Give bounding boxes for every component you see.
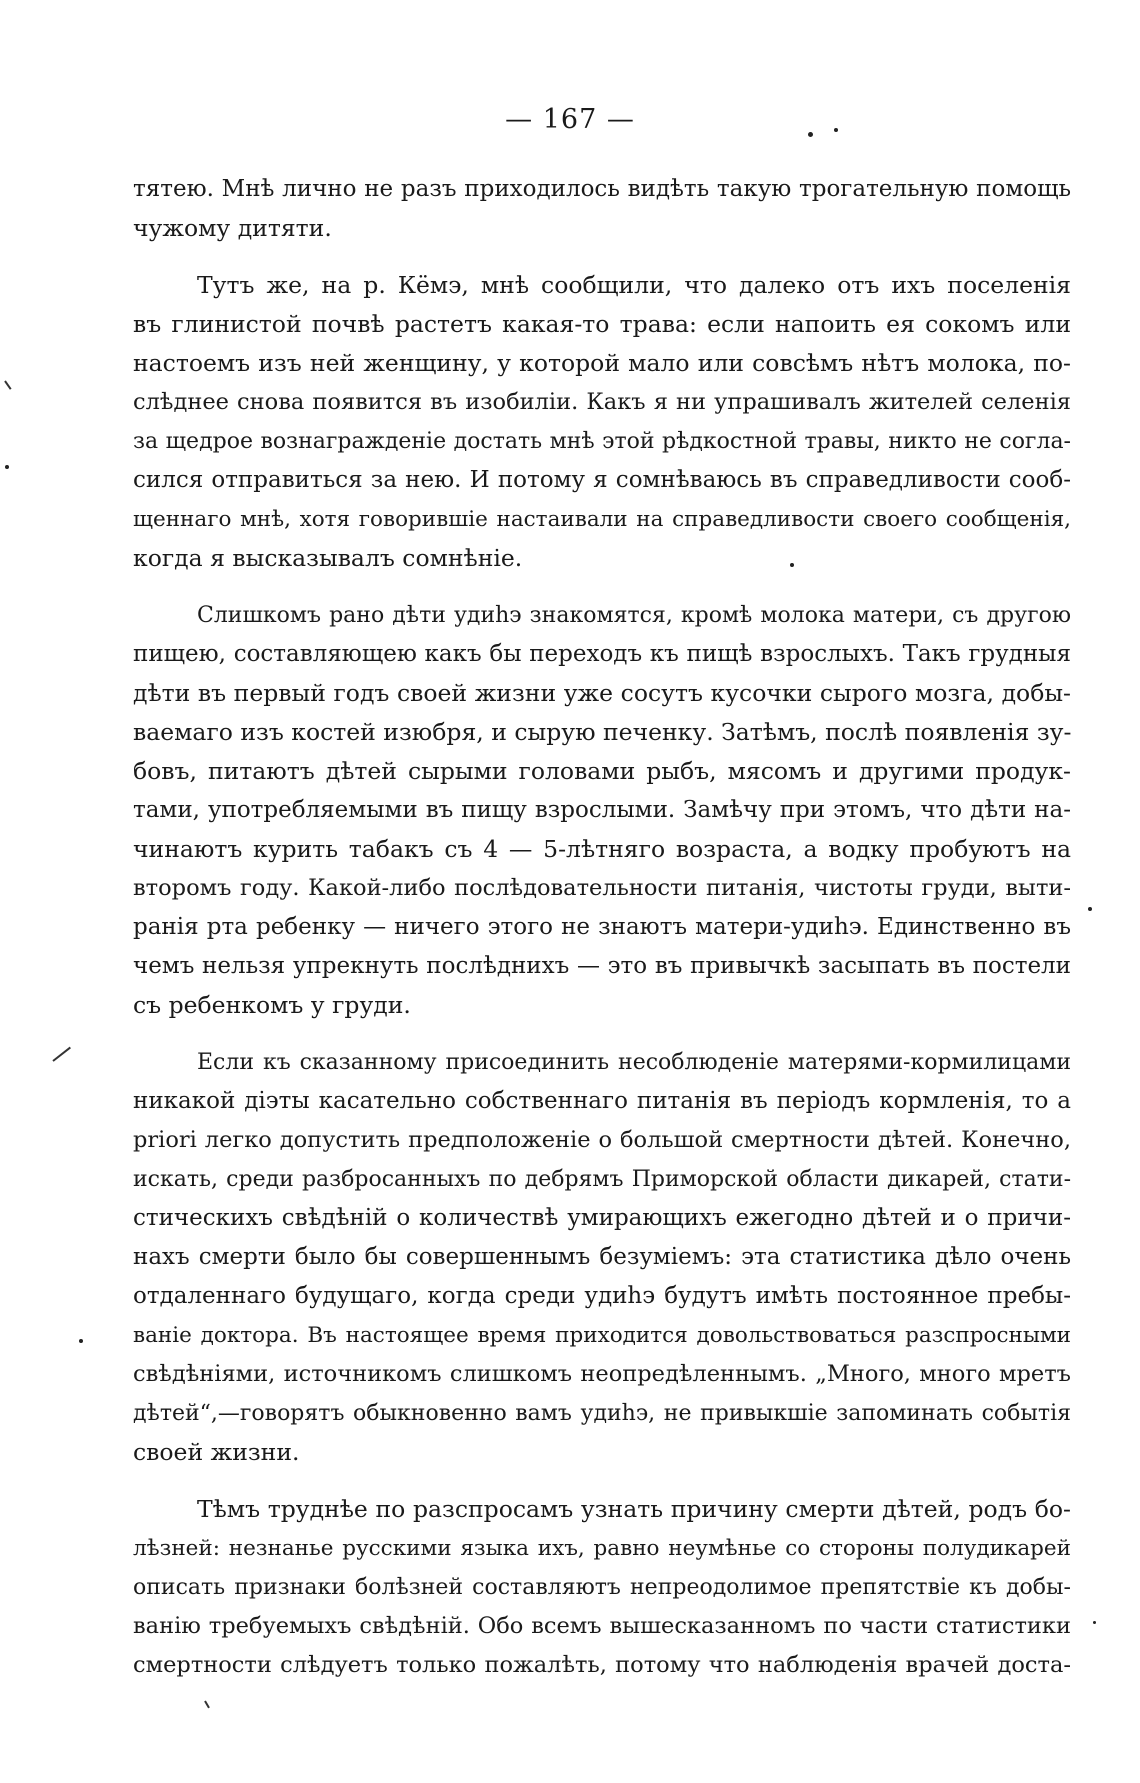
- text-line: Тутъ же, на р. Кёмэ, мнѣ сообщили, что далеко отъ ихъ поселенія: [197, 271, 1071, 299]
- text-line: ваніе доктора. Въ настоящее время приходится довольствоваться разспросными: [133, 1323, 1071, 1348]
- text-line: тятею. Мнѣ лично не разъ приходилось видѣть такую трогательную помощь: [133, 176, 1071, 202]
- text-line: пищею, составляющею какъ бы переходъ къ пищѣ взрослыхъ. Такъ грудныя: [133, 641, 1071, 667]
- scan-speck: [79, 1339, 83, 1343]
- text-line: за щедрое вознагражденіе достать мнѣ этой рѣдкостной травы, никто не согла-: [133, 429, 1071, 454]
- text-line: дѣти въ первый годъ своей жизни уже сосутъ кусочки сырого мозга, добы-: [133, 679, 1071, 707]
- text-line: слѣднее снова появится въ изобиліи. Какъ я ни упрашивалъ жителей селенія: [133, 389, 1071, 415]
- text-line: дѣтей“,—говорятъ обыкновенно вамъ удиhэ, не привыкшіе запоминать событія: [133, 1401, 1071, 1426]
- text-line: чемъ нельзя упрекнуть послѣднихъ — это въ привычкѣ засыпать въ постели: [133, 953, 1071, 979]
- text-line: Слишкомъ рано дѣти удиhэ знакомятся, кромѣ молока матери, съ другою: [197, 603, 1071, 628]
- text-line: описать признаки болѣзней составляютъ непреодолимое препятствіе къ добы-: [133, 1575, 1071, 1600]
- text-line: чужому дитяти.: [133, 214, 332, 242]
- text-line: priori легко допустить предположеніе о большой смертности дѣтей. Конечно,: [133, 1127, 1071, 1153]
- scan-speck: [1088, 907, 1092, 911]
- text-line: смертности слѣдуетъ только пожалѣть, потому что наблюденія врачей доста-: [133, 1652, 1071, 1678]
- paragraph: [133, 596, 1071, 1025]
- text-line: настоемъ изъ ней женщину, у которой мало или совсѣмъ нѣтъ молока, по-: [133, 349, 1071, 377]
- text-line: Тѣмъ труднѣе по разспросамъ узнать причину смерти дѣтей, родъ бо-: [197, 1495, 1071, 1523]
- text-line: стическихъ свѣдѣній о количествѣ умирающихъ ежегодно дѣтей и о причи-: [133, 1205, 1071, 1231]
- scan-speck: [834, 128, 838, 132]
- text-line: своей жизни.: [133, 1438, 300, 1466]
- text-line: чинаютъ курить табакъ съ 4 — 5-лѣтняго возраста, а водку пробуютъ на: [133, 835, 1071, 863]
- text-line: свѣдѣніями, источникомъ слишкомъ неопредѣленнымъ. „Много, много мретъ: [133, 1361, 1071, 1387]
- text-line: сился отправиться за нею. И потому я сомнѣваюсь въ справедливости сооб-: [133, 467, 1071, 493]
- page-number: — 167 —: [505, 104, 635, 135]
- text-line: съ ребенкомъ у груди.: [133, 991, 411, 1019]
- text-line: Если къ сказанному присоединить несоблюденіе матерями-кормилицами: [197, 1050, 1071, 1075]
- text-line: искать, среди разбросанныхъ по дебрямъ Приморской области дикарей, стати-: [133, 1167, 1071, 1192]
- text-line: когда я высказывалъ сомнѣніе.: [133, 544, 523, 572]
- text-line: ранія рта ребенку — ничего этого не знаютъ матери-удиhэ. Единственно въ: [133, 914, 1071, 940]
- text-line: ваемаго изъ костей изюбря, и сырую печенку. Затѣмъ, послѣ появленія зу-: [133, 718, 1071, 746]
- text-line: отдаленнаго будущаго, когда среди удиhэ будутъ имѣть постоянное пребы-: [133, 1283, 1071, 1309]
- text-line: ванію требуемыхъ свѣдѣній. Обо всемъ вышесказанномъ по части статистики: [133, 1613, 1071, 1639]
- paragraph: [133, 266, 1071, 578]
- text-line: второмъ году. Какой-либо послѣдовательности питанія, чистоты груди, выти-: [133, 875, 1071, 901]
- text-line: нахъ смерти было бы совершеннымъ безуміемъ: эта статистика дѣло очень: [133, 1244, 1071, 1270]
- text-line: бовъ, питаютъ дѣтей сырыми головами рыбъ, мясомъ и другими продук-: [133, 757, 1071, 785]
- paragraph: [133, 1043, 1071, 1472]
- scan-stroke: [52, 1047, 71, 1062]
- body-text: [133, 170, 1071, 1703]
- scan-stroke: [4, 380, 11, 389]
- paragraph: [133, 170, 1071, 248]
- scan-speck: [1093, 1621, 1096, 1624]
- scan-speck: [5, 465, 9, 469]
- paragraph: [133, 1490, 1071, 1685]
- text-line: никакой діэты касательно собственнаго питанія въ періодъ кормленія, то a: [133, 1088, 1071, 1114]
- scan-speck: [808, 132, 813, 137]
- text-line: щеннаго мнѣ, хотя говорившіе настаивали на справедливости своего сообщенія,: [133, 507, 1071, 532]
- text-line: тами, употребляемыми въ пищу взрослыми. Замѣчу при этомъ, что дѣти на-: [133, 797, 1071, 823]
- text-line: въ глинистой почвѣ растетъ какая-то трава: если напоить ея сокомъ или: [133, 310, 1071, 338]
- text-line: лѣзней: незнанье русскими языка ихъ, равно неумѣнье со стороны полудикарей: [133, 1536, 1071, 1561]
